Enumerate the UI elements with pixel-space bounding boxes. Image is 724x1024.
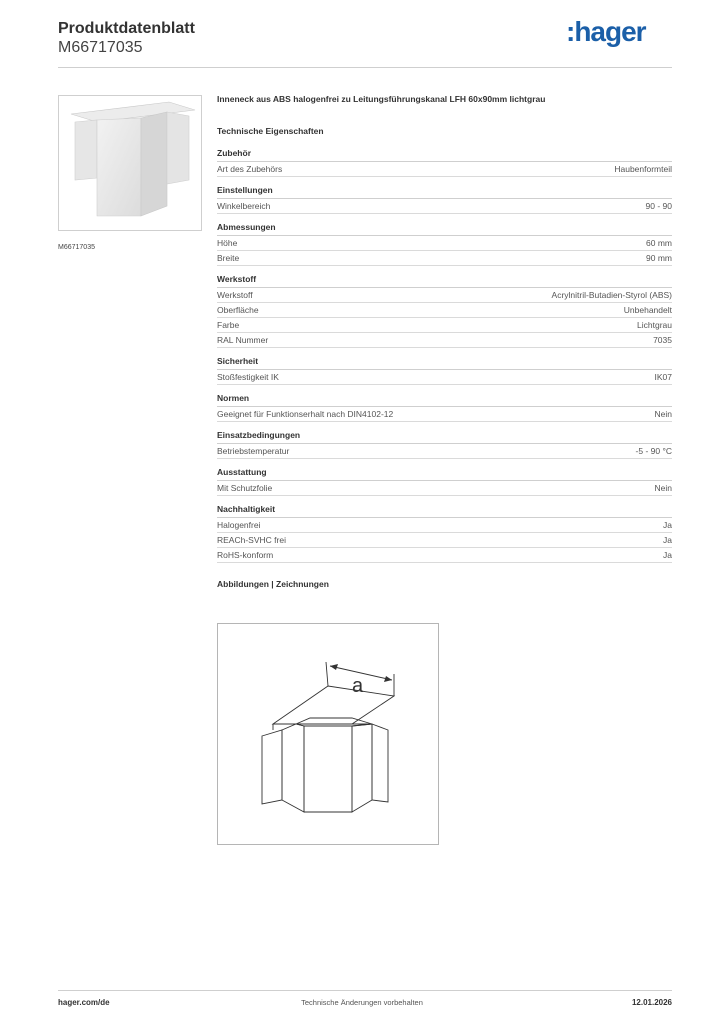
spec-label: REACh-SVHC frei (217, 535, 286, 545)
spec-value: Lichtgrau (637, 320, 672, 330)
spec-row (217, 518, 672, 533)
spec-row (217, 481, 672, 496)
spec-row (217, 444, 672, 459)
technical-drawing (217, 623, 439, 845)
spec-section-title: Abmessungen (217, 222, 672, 236)
footer-website[interactable]: hager.com/de (58, 998, 110, 1007)
footer-divider (58, 990, 672, 991)
spec-section-title: Sicherheit (217, 356, 672, 370)
spec-value: 60 mm (646, 238, 672, 248)
spec-section-title: Zubehör (217, 148, 672, 162)
spec-label: Betriebstemperatur (217, 446, 290, 456)
spec-row (217, 548, 672, 563)
spec-section-title: Einstellungen (217, 185, 672, 199)
spec-row (217, 236, 672, 251)
spec-value: Acrylnitril-Butadien-Styrol (ABS) (551, 290, 672, 300)
spec-label: RAL Nummer (217, 335, 269, 345)
technical-title: Technische Eigenschaften (217, 126, 324, 136)
product-details (217, 94, 672, 589)
spec-section-title: Ausstattung (217, 467, 672, 481)
spec-row (217, 199, 672, 214)
footer-notice: Technische Änderungen vorbehalten (301, 998, 423, 1007)
spec-value: Ja (663, 550, 672, 560)
spec-section (217, 393, 672, 422)
spec-row (217, 162, 672, 177)
spec-label: Art des Zubehörs (217, 164, 283, 174)
spec-section (217, 274, 672, 348)
drawings-title: Abbildungen | Zeichnungen (217, 579, 329, 589)
spec-section (217, 467, 672, 496)
header-divider (58, 67, 672, 68)
spec-value: 90 - 90 (645, 201, 672, 211)
article-number: M66717035 (58, 39, 143, 56)
spec-section (217, 185, 672, 214)
page-title: Produktdatenblatt (58, 20, 195, 37)
spec-section (217, 356, 672, 385)
dimension-label-a: a (352, 675, 364, 697)
spec-label: RoHS-konform (217, 550, 274, 560)
hager-logo: :hager (566, 16, 646, 47)
spec-value: Ja (663, 535, 672, 545)
footer-date: 12.01.2026 (631, 998, 672, 1007)
spec-sections (217, 148, 672, 563)
product-image-caption: M66717035 (58, 244, 95, 251)
spec-section-title: Nachhaltigkeit (217, 504, 672, 518)
spec-value: 7035 (653, 335, 672, 345)
spec-label: Geeignet für Funktionserhalt nach DIN4102-12 (217, 409, 394, 419)
spec-label: Höhe (217, 238, 238, 248)
spec-label: Werkstoff (217, 290, 253, 300)
spec-value: 90 mm (646, 253, 672, 263)
spec-value: Haubenformteil (614, 164, 672, 174)
product-image (58, 95, 202, 231)
spec-row (217, 251, 672, 266)
spec-section (217, 148, 672, 177)
spec-row (217, 303, 672, 318)
spec-section (217, 430, 672, 459)
spec-value: Ja (663, 520, 672, 530)
product-description: Inneneck aus ABS halogenfrei zu Leitungsführungskanal LFH 60x90mm lichtgrau (217, 94, 546, 104)
spec-value: Nein (654, 409, 672, 419)
spec-label: Stoßfestigkeit IK (217, 372, 279, 382)
spec-label: Farbe (217, 320, 240, 330)
spec-label: Winkelbereich (217, 201, 271, 211)
spec-label: Breite (217, 253, 240, 263)
spec-section-title: Normen (217, 393, 672, 407)
spec-value: -5 - 90 °C (635, 446, 672, 456)
spec-section (217, 504, 672, 563)
spec-section (217, 222, 672, 266)
spec-label: Halogenfrei (217, 520, 261, 530)
spec-row (217, 407, 672, 422)
inner-corner-photo (59, 96, 201, 230)
spec-value: IK07 (654, 372, 672, 382)
spec-value: Nein (654, 483, 672, 493)
spec-value: Unbehandelt (623, 305, 672, 315)
spec-label: Mit Schutzfolie (217, 483, 273, 493)
spec-section-title: Einsatzbedingungen (217, 430, 672, 444)
spec-section-title: Werkstoff (217, 274, 672, 288)
spec-row (217, 533, 672, 548)
spec-row (217, 318, 672, 333)
inner-corner-drawing (218, 624, 438, 844)
spec-row (217, 370, 672, 385)
spec-label: Oberfläche (217, 305, 259, 315)
spec-row (217, 288, 672, 303)
spec-row (217, 333, 672, 348)
